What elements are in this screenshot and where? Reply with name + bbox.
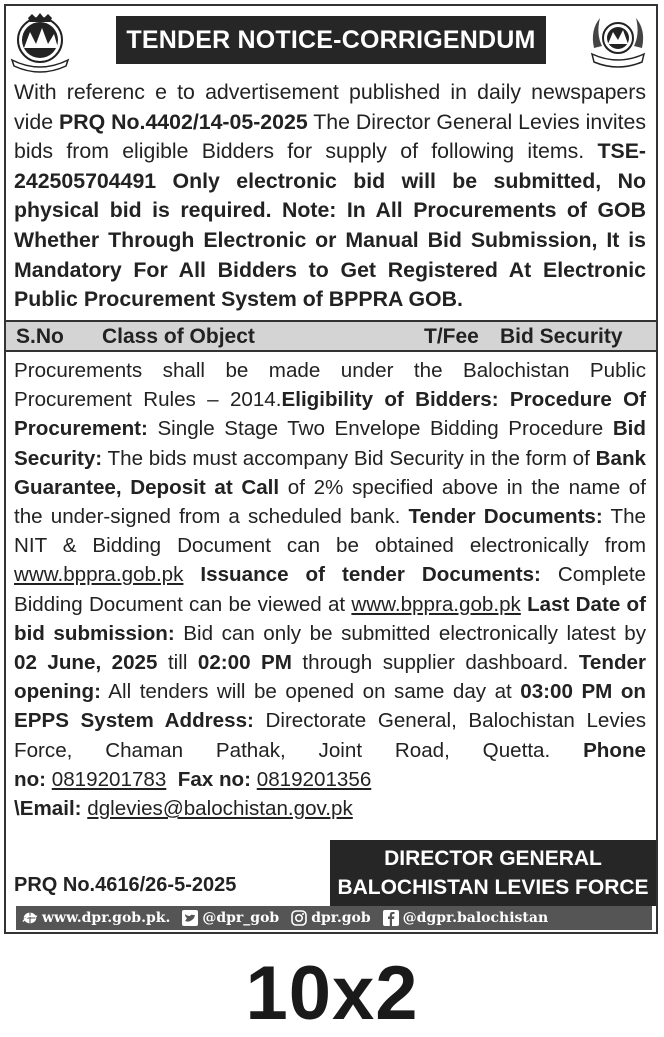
column-sno: S.No [16, 325, 64, 348]
body-text: till [157, 651, 198, 675]
email-link[interactable]: dglevies@balochistan.gov.pk [87, 797, 353, 821]
intro-paragraph [14, 78, 646, 315]
twitter-icon [182, 910, 198, 926]
signature-line-1: DIRECTOR GENERAL [384, 847, 602, 870]
body-text: Directorate General, Balochistan Levies Force, Chaman Pathak, Joint Road, Quetta. [14, 709, 646, 762]
social-footer [16, 906, 652, 930]
body-text: of 2% specified above in the name of the under-signed from a scheduled bank. [14, 475, 646, 529]
signature-line-2: BALOCHISTAN LEVIES FORCE [337, 876, 649, 899]
ad-size-label: 10x2 [245, 951, 419, 1036]
title-text: TENDER NOTICE-CORRIGENDUM [126, 25, 536, 54]
instagram-handle: dpr.gob [311, 910, 371, 926]
body-bold: Last Date of bid submission: [14, 592, 646, 645]
twitter-item[interactable] [182, 910, 279, 926]
facebook-handle: @dgpr.balochistan [402, 910, 549, 926]
signature-box [330, 840, 656, 906]
body-bold: Eligibility of Bidders: Procedure Of Procurement: [14, 388, 646, 441]
facebook-item[interactable] [383, 910, 548, 926]
bppra-link[interactable]: www.bppra.gob.pk [351, 592, 521, 616]
body-text: The NIT & Bidding Document can be obtained electronically from [14, 505, 646, 558]
prq-footer-number: PRQ No.4616/26-5-2025 [14, 874, 237, 896]
body-bold: Tender Documents: [408, 505, 603, 529]
column-bid-security: Bid Security [500, 325, 623, 348]
intro-text-2: The Director General Levies invites bids from eligible Bidders for supply of following items. [14, 109, 647, 164]
body-text: Bid can only be submitted electronically latest by [174, 621, 646, 645]
body-text: Procurements shall be made under the Balochistan Public Procurement Rules – 2014. [14, 359, 646, 412]
website-text: www.dpr.gob.pk. [42, 910, 171, 926]
instagram-icon [291, 910, 307, 926]
body-bold: 03:00 PM on EPPS System Address: [14, 680, 646, 733]
column-tfee: T/Fee [424, 325, 479, 348]
prq-reference: PRQ No.4402/14-05-2025 [59, 109, 308, 134]
column-class-of-object: Class of Object [102, 325, 255, 348]
body-text [183, 563, 200, 586]
phone-number: 0819201783 [51, 767, 167, 791]
levies-force-crest-icon [586, 10, 650, 74]
twitter-handle: @dpr_gob [202, 910, 280, 926]
instagram-item[interactable] [291, 910, 370, 926]
fax-number: 0819201356 [256, 767, 372, 791]
body-bold: Issuance of tender Documents: [200, 563, 541, 587]
body-paragraph [14, 356, 646, 823]
body-text: Complete Bidding Document can be viewed at [14, 563, 646, 616]
body-bold: Bid Security: [14, 417, 646, 470]
deadline-date: 02 June, 2025 [14, 651, 158, 675]
body-bold: Bank Guarantee, Deposit at Call [14, 446, 646, 499]
page-title [116, 16, 546, 64]
table-header-row [6, 320, 656, 352]
body-text: All tenders will be opened on same day at [100, 680, 521, 704]
body-bold: Tender opening: [14, 651, 646, 704]
deadline-time: 02:00 PM [197, 651, 292, 675]
intro-bold-note: TSE-242505704491 Only electronic bid will be submitted, No physical bid is required. Note: In All Procurements of GOB Whether Through Electronic or Manual Bid Submission, It is Mandatory For All Bidders to Get Registered At Electronic Public Procurement System of BPPRA GOB. [14, 139, 646, 312]
globe-icon [22, 910, 38, 926]
phone-label: Phone no: [14, 738, 646, 791]
intro-text-1: With referenc e to advertisement published in daily newspapers vide [14, 80, 646, 134]
email-label: \Email: [14, 797, 82, 821]
body-text: The bids must accompany Bid Security in the form of [102, 446, 596, 470]
balochistan-government-emblem-icon [8, 10, 72, 74]
body-text: through supplier dashboard. [291, 651, 579, 675]
facebook-icon [383, 910, 399, 926]
fax-label: Fax no: [177, 767, 251, 791]
website-item[interactable] [22, 910, 170, 926]
body-text: Single Stage Two Envelope Bidding Procedure [147, 417, 613, 441]
bppra-link[interactable]: www.bppra.gob.pk [14, 563, 184, 587]
